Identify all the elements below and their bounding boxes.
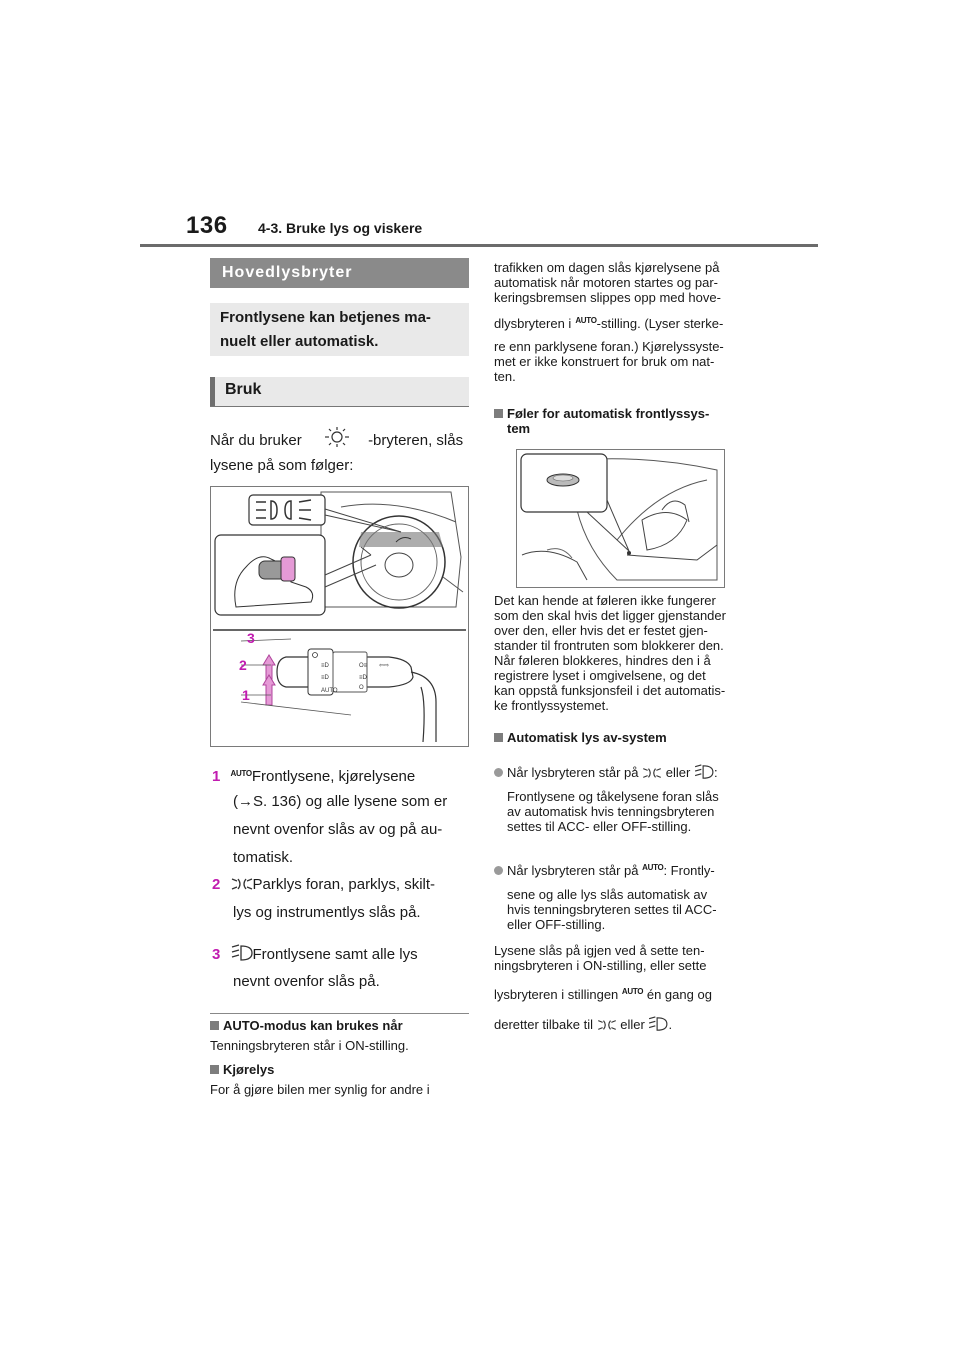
light-switch-illustration	[210, 486, 469, 747]
intro-box	[210, 303, 469, 356]
step-number: 2	[212, 876, 221, 893]
auto-icon: AUTO	[621, 987, 644, 996]
headlight-icon	[231, 944, 253, 962]
text-line: dlysbryteren i	[494, 316, 572, 331]
text-line: registrere lyset i omgivelsene, og det	[494, 668, 706, 683]
text-line: sene og alle lys slås automatisk av	[507, 887, 708, 902]
text-line: ningsbryteren i ON-stilling, eller sette	[494, 958, 707, 973]
usage-line	[210, 426, 470, 451]
auto-off-heading	[494, 730, 764, 745]
intro-line: nuelt eller automatisk.	[220, 333, 379, 350]
text-line: av automatisk hvis tenningsbryteren	[507, 804, 715, 819]
round-bullet-icon	[494, 866, 503, 875]
bullet-1	[494, 764, 764, 834]
figure-label-3: 3	[247, 630, 255, 646]
step-2	[212, 875, 472, 931]
text-line: Når føleren blokkeres, hindres den i å	[494, 653, 711, 668]
subsection-title: Bruk	[210, 377, 469, 407]
svg-text:⇦⇨: ⇦⇨	[379, 663, 390, 669]
sensor-heading-text: Føler for automatisk frontlyssys-	[507, 406, 710, 421]
figure-label-2: 2	[239, 657, 247, 673]
svg-text:≡D: ≡D	[359, 675, 367, 681]
page-number: 136	[186, 212, 228, 239]
square-bullet-icon	[494, 733, 503, 742]
svg-text:O: O	[359, 685, 364, 691]
light-switch-icon	[322, 426, 352, 448]
text-line: automatisk når motoren startes og par-	[494, 275, 718, 290]
sensor-paragraph	[494, 593, 764, 713]
sensor-heading-text: tem	[507, 421, 531, 436]
svg-text:≡D: ≡D	[321, 675, 329, 681]
parking-light-icon	[597, 1018, 617, 1032]
daytime-paragraph	[494, 260, 764, 384]
note-auto-mode	[210, 1018, 470, 1053]
parking-light-icon	[642, 766, 662, 780]
auto-off-heading-text: Automatisk lys av-system	[507, 730, 667, 745]
closing-paragraph	[494, 943, 764, 1032]
auto-icon: AUTO	[642, 863, 664, 872]
note-daytime-lights	[210, 1062, 470, 1097]
parking-light-icon	[231, 876, 253, 892]
text-line: keringsbremsen slippes opp med hove-	[494, 290, 721, 305]
headlight-icon	[648, 1016, 668, 1032]
square-bullet-icon	[494, 409, 503, 418]
subsection-underline	[210, 406, 469, 407]
intro-line: Frontlysene kan betjenes ma-	[220, 309, 431, 326]
section-reference: 4-3. Bruke lys og viskere	[258, 220, 423, 236]
notes-divider	[210, 1013, 469, 1014]
svg-text:AUTO: AUTO	[321, 688, 338, 694]
note-title: AUTO-modus kan brukes når	[223, 1018, 403, 1033]
text-line: eller	[620, 1017, 645, 1032]
step-1	[212, 764, 472, 876]
svg-text:O≡: O≡	[359, 663, 368, 669]
section-title: Hovedlysbryter	[210, 258, 469, 288]
text-line: kan oppstå funksjonsfeil i det automatis-	[494, 683, 726, 698]
text-line: -stilling. (Lyser sterke-	[596, 316, 724, 331]
bullet-text: eller	[665, 765, 691, 780]
auto-icon: AUTO	[230, 769, 252, 778]
bullet-text: Når lysbryteren står på	[507, 863, 639, 878]
text-line: ten.	[494, 369, 516, 384]
usage-pre: Når du bruker	[210, 432, 302, 449]
text-line: ke frontlyssystemet.	[494, 698, 609, 713]
round-bullet-icon	[494, 768, 503, 777]
bullet-text: : Frontly-	[663, 863, 715, 878]
text-line: trafikken om dagen slås kjørelysene på	[494, 260, 720, 275]
text-line: .	[668, 1017, 673, 1032]
text-line: som den skal hvis det ligger gjenstander	[494, 608, 726, 623]
text-line: stander til frontruten som blokkerer den.	[494, 638, 724, 653]
step-3	[212, 944, 472, 1000]
step-text: Frontlysene samt alle lys	[252, 946, 418, 963]
usage-line-2: lysene på som følger:	[210, 457, 354, 474]
text-line: eller OFF-stilling.	[507, 917, 606, 932]
text-line: deretter tilbake til	[494, 1017, 593, 1032]
square-bullet-icon	[210, 1065, 219, 1074]
note-text: Tenningsbryteren står i ON-stilling.	[210, 1038, 409, 1053]
text-line: hvis tenningsbryteren settes til ACC-	[507, 902, 717, 917]
bullet-text: Når lysbryteren står på	[507, 765, 639, 780]
headlight-icon	[694, 764, 714, 780]
step-text: tomatisk.	[233, 849, 294, 866]
text-line: over den, eller hvis det er festet gjen-	[494, 623, 708, 638]
step-number: 3	[212, 946, 221, 963]
text-line: Frontlysene og tåkelysene foran slås	[507, 789, 719, 804]
step-text: Parklys foran, parklys, skilt-	[252, 876, 436, 893]
bullet-text: :	[713, 765, 718, 780]
step-text: nevnt ovenfor slås på.	[233, 973, 380, 990]
usage-post: -bryteren, slås	[368, 432, 464, 449]
header-divider	[140, 244, 818, 247]
text-line: settes til ACC- eller OFF-stilling.	[507, 819, 692, 834]
text-line: én gang og	[646, 987, 712, 1002]
step-text: Frontlysene, kjørelysene	[251, 768, 416, 785]
step-text: lys og instrumentlys slås på.	[233, 904, 421, 921]
note-text: For å gjøre bilen mer synlig for andre i	[210, 1082, 430, 1097]
text-line: Lysene slås på igjen ved å sette ten-	[494, 943, 705, 958]
svg-text:≡D: ≡D	[321, 663, 329, 669]
text-line: met er ikke konstruert for bruk om nat-	[494, 354, 715, 369]
figure-label-1: 1	[242, 687, 250, 703]
text-line: lysbryteren i stillingen	[494, 987, 619, 1002]
auto-icon: AUTO	[575, 316, 597, 325]
sensor-illustration	[516, 449, 725, 588]
text-line: Det kan hende at føleren ikke fungerer	[494, 593, 716, 608]
sensor-heading	[494, 406, 764, 436]
bullet-2	[494, 860, 764, 932]
step-text: nevnt ovenfor slås av og på au-	[233, 821, 443, 838]
note-title: Kjørelys	[223, 1062, 275, 1077]
square-bullet-icon	[210, 1021, 219, 1030]
step-text: (→S. 136) og alle lysene som er	[233, 793, 448, 810]
text-line: re enn parklysene foran.) Kjørelyssyste-	[494, 339, 724, 354]
step-number: 1	[212, 768, 221, 785]
